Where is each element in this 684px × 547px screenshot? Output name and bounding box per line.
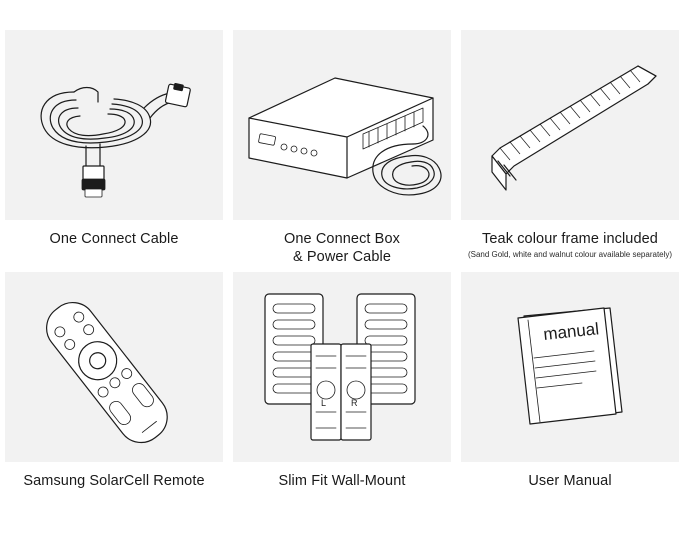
caption-line-2: & Power Cable xyxy=(292,249,391,266)
caption-one-connect-cable xyxy=(49,230,178,248)
content-item-one-connect-cable xyxy=(4,30,224,266)
caption-wall-mount xyxy=(278,472,405,490)
caption-subnote: (Sand Gold, white and walnut colour available separately) xyxy=(467,250,673,260)
caption-line-1: One Connect Box xyxy=(284,231,400,247)
content-item-teak-frame xyxy=(460,30,680,266)
caption-teak-frame xyxy=(468,230,672,260)
wall-mount-illustration xyxy=(237,272,447,462)
one-connect-cable-illustration xyxy=(14,40,214,210)
caption-line-1: One Connect Cable xyxy=(49,231,179,247)
remote-control-illustration xyxy=(14,272,214,462)
caption-line-1: Teak colour frame included xyxy=(482,231,658,247)
teak-frame-illustration xyxy=(470,40,670,210)
caption-solarcell-remote xyxy=(23,472,204,490)
right-bracket-label: R xyxy=(351,398,358,409)
solarcell-remote-tile xyxy=(5,272,223,462)
caption-line-1: Samsung SolarCell Remote xyxy=(23,473,205,490)
content-item-user-manual xyxy=(460,272,680,490)
content-item-wall-mount xyxy=(232,272,452,490)
caption-one-connect-box xyxy=(284,230,400,266)
user-manual-illustration xyxy=(470,272,670,462)
one-connect-box-illustration xyxy=(237,40,447,210)
one-connect-box-tile xyxy=(233,30,451,220)
wall-mount-tile xyxy=(233,272,451,462)
content-item-one-connect-box xyxy=(232,30,452,266)
one-connect-cable-tile xyxy=(5,30,223,220)
caption-line-1: Slim Fit Wall-Mount xyxy=(278,473,406,490)
caption-user-manual xyxy=(528,472,611,490)
user-manual-tile xyxy=(461,272,679,462)
caption-line-1: User Manual xyxy=(528,473,612,490)
content-item-solarcell-remote xyxy=(4,272,224,490)
left-bracket-label: L xyxy=(321,398,327,409)
manual-cover-word: manual xyxy=(542,319,600,345)
teak-frame-tile xyxy=(461,30,679,220)
